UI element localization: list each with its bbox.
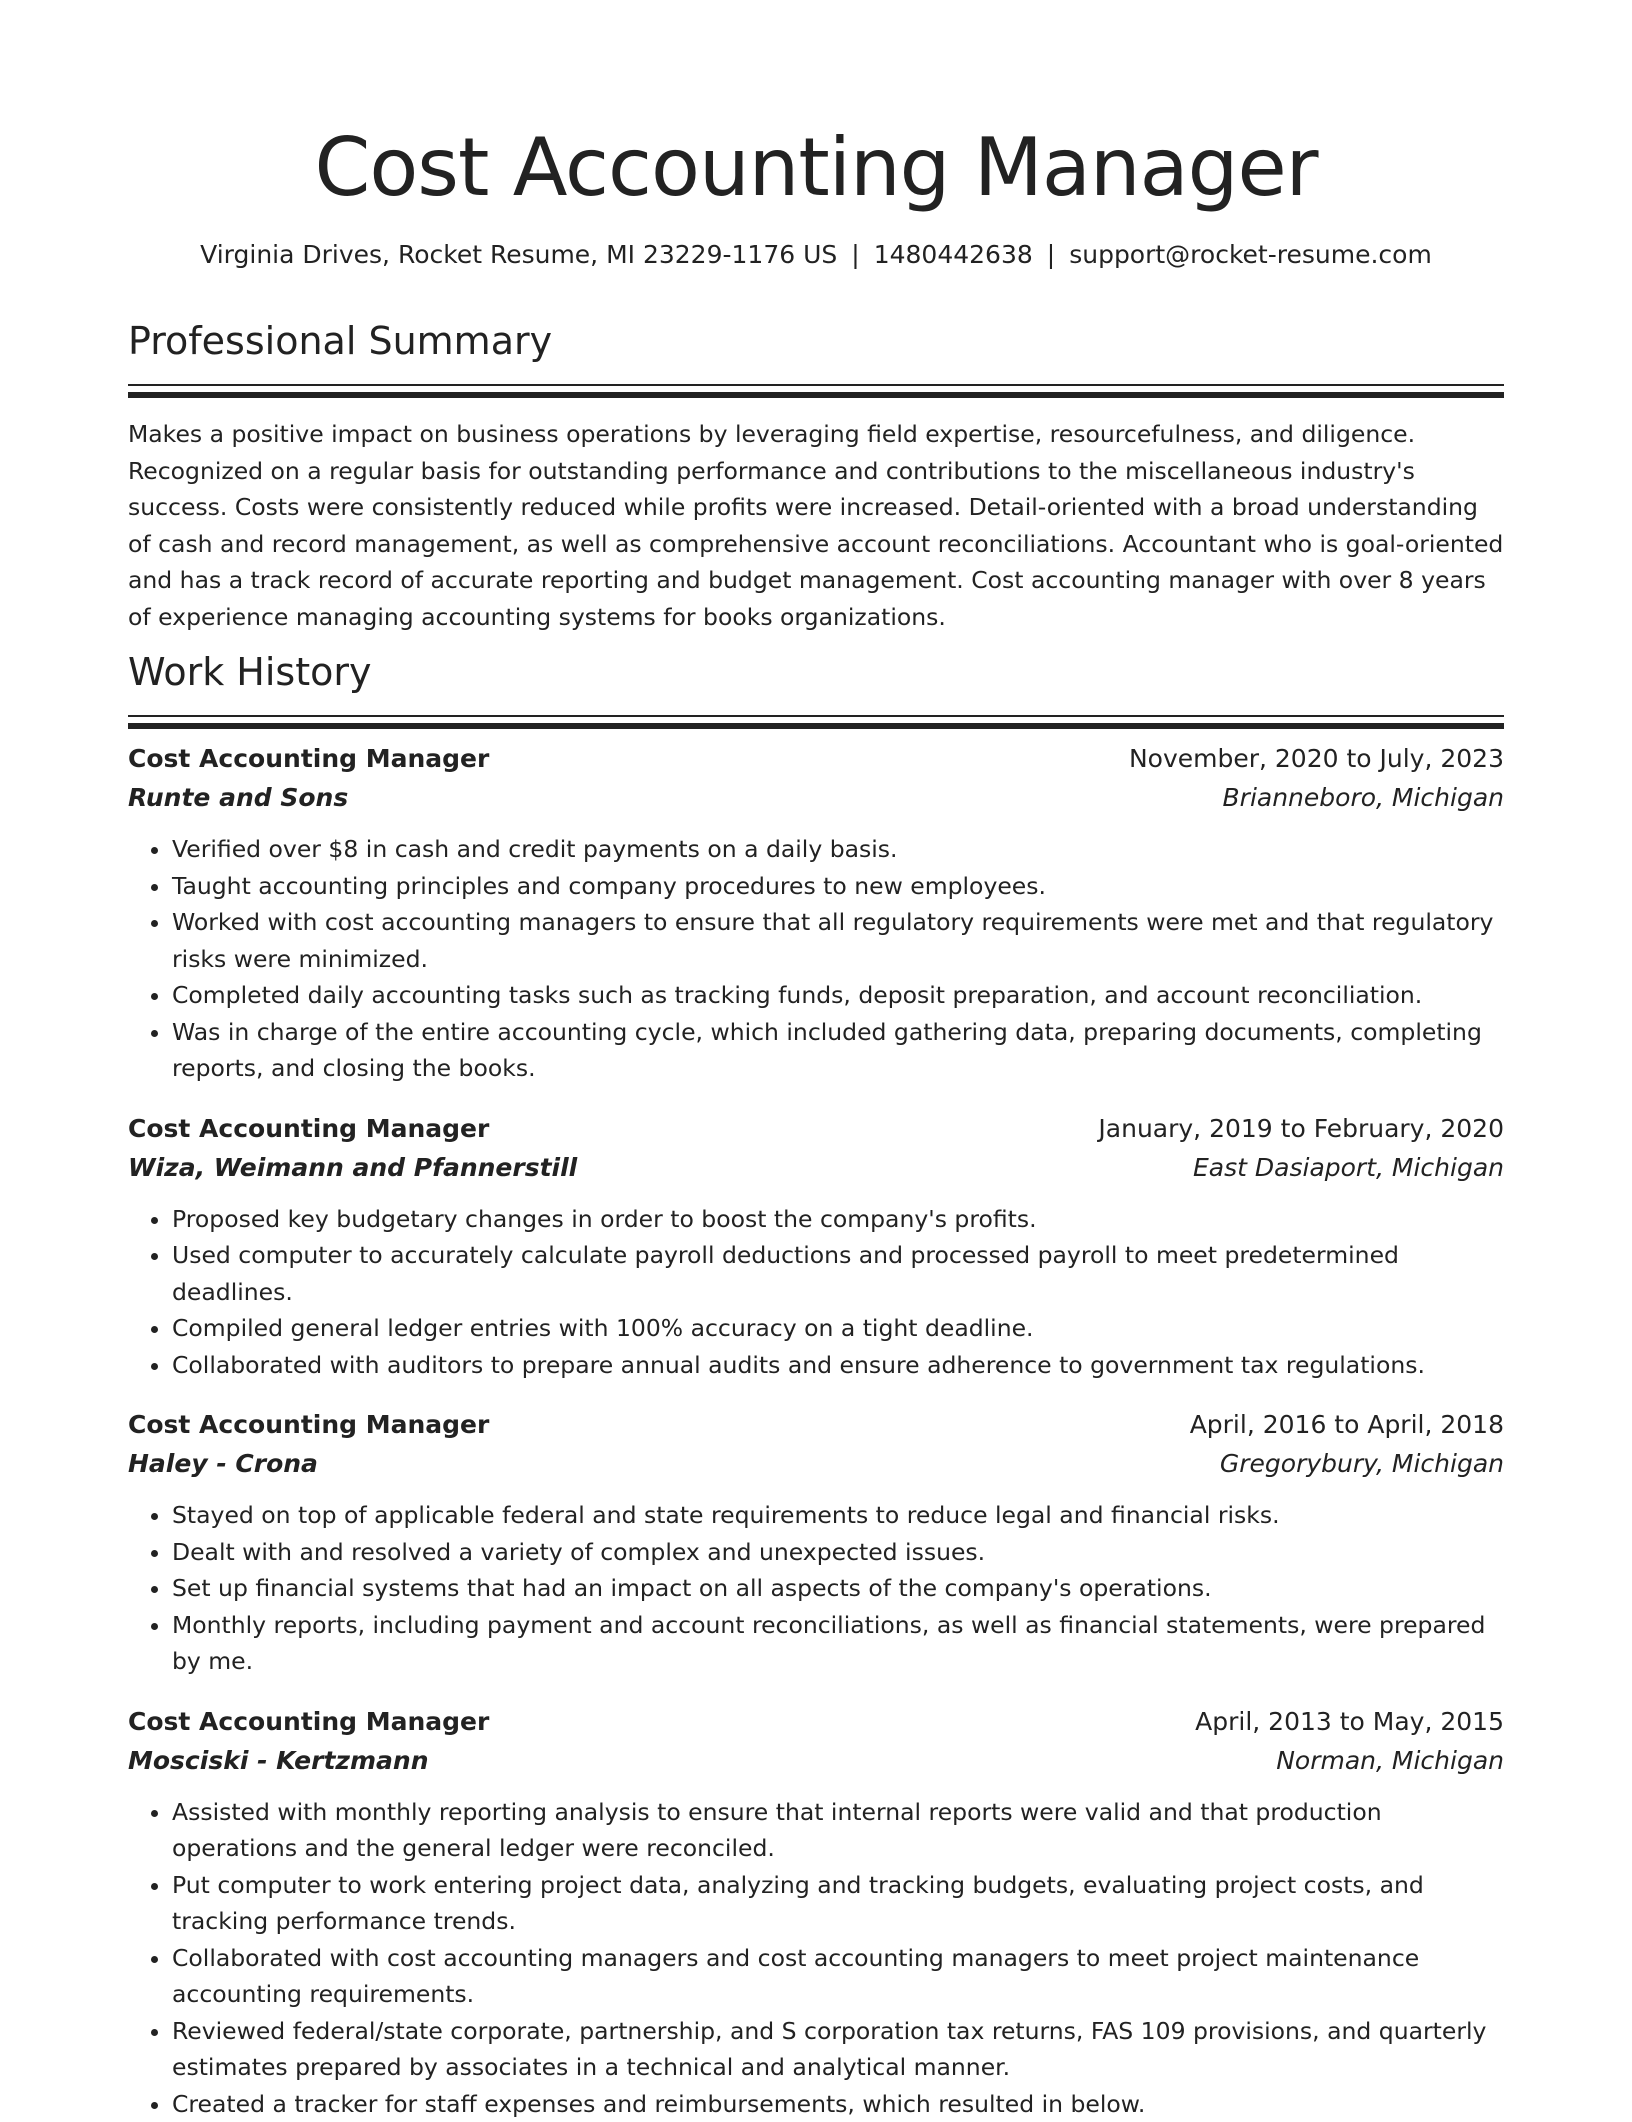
job-bullet: • Collaborated with auditors to prepare annual audits and ensure adherence to government tax regulations.: [172, 1347, 1504, 1384]
summary-text: Makes a positive impact on business operations by leveraging field expertise, resourcefulness, and diligence. Recognized on a regular basis for outstanding performance and contributions to the miscellaneous industry's success. Costs were consistently reduced while profits were increased. Detail-oriented with a broad understanding of cash and record management, as well as comprehensive account reconciliations. Accountant who is goal-oriented and has a track record of accurate reporting and budget management. Cost accounting manager with over 8 years of experience managing accounting systems for books organizations.: [128, 416, 1504, 635]
job-bullet: • Taught accounting principles and company procedures to new employees.: [172, 868, 1504, 905]
job-bullet: • Completed daily accounting tasks such as tracking funds, deposit preparation, and account reconciliation.: [172, 977, 1504, 1014]
job-header-row: [128, 739, 1504, 779]
job-title: Cost Accounting Manager: [128, 1109, 489, 1149]
job-bullets: [128, 831, 1504, 1087]
job-title: Cost Accounting Manager: [128, 1702, 489, 1742]
job-company: Haley - Crona: [128, 1445, 318, 1483]
job-bullet: • Compiled general ledger entries with 100% accuracy on a tight deadline.: [172, 1310, 1504, 1347]
job-bullet: • Collaborated with cost accounting managers and cost accounting managers to meet project maintenance accounting requirements.: [172, 1940, 1504, 2013]
job-location: East Dasiaport, Michigan: [1193, 1149, 1504, 1187]
job-header-row: [128, 1405, 1504, 1445]
job-entry: [128, 1109, 1504, 1384]
job-bullet: • Put computer to work entering project data, analyzing and tracking budgets, evaluating project costs, and tracking performance trends.: [172, 1867, 1504, 1940]
job-location: Brianneboro, Michigan: [1223, 779, 1504, 817]
job-bullet: • Was in charge of the entire accounting cycle, which included gathering data, preparing documents, completing reports, and closing the books.: [172, 1014, 1504, 1087]
job-bullet: • Worked with cost accounting managers to ensure that all regulatory requirements were met and that regulatory risks were minimized.: [172, 904, 1504, 977]
job-subheader-row: [128, 1445, 1504, 1483]
work-history-heading: Work History: [128, 649, 1504, 695]
job-bullet: • Dealt with and resolved a variety of complex and unexpected issues.: [172, 1534, 1504, 1571]
job-entry: [128, 1702, 1504, 2122]
job-subheader-row: [128, 1149, 1504, 1187]
job-entry: [128, 1405, 1504, 1680]
job-header-row: [128, 1702, 1504, 1742]
job-subheader-row: [128, 779, 1504, 817]
job-bullet: • Verified over $8 in cash and credit payments on a daily basis.: [172, 831, 1504, 868]
job-subheader-row: [128, 1742, 1504, 1780]
job-dates: November, 2020 to July, 2023: [1129, 739, 1504, 779]
job-location: Norman, Michigan: [1276, 1742, 1504, 1780]
contact-separator: |: [837, 240, 873, 269]
job-bullets: [128, 1497, 1504, 1680]
job-company: Runte and Sons: [128, 779, 348, 817]
contact-email: support@rocket-resume.com: [1069, 240, 1432, 269]
resume-name: Cost Accounting Manager: [128, 118, 1504, 218]
job-bullet: • Stayed on top of applicable federal and state requirements to reduce legal and financial risks.: [172, 1497, 1504, 1534]
work-history-list: [128, 739, 1504, 2122]
job-bullet: • Set up financial systems that had an impact on all aspects of the company's operations.: [172, 1570, 1504, 1607]
contact-address: Virginia Drives, Rocket Resume, MI 23229-1176 US: [200, 240, 837, 269]
job-bullets: [128, 1794, 1504, 2122]
job-bullet: • Reviewed federal/state corporate, partnership, and S corporation tax returns, FAS 109 provisions, and quarterly estimates prepared by associates in a technical and analytical manner.: [172, 2013, 1504, 2086]
job-bullet: • Created a tracker for staff expenses and reimbursements, which resulted in below.: [172, 2086, 1504, 2122]
job-header-row: [128, 1109, 1504, 1149]
job-title: Cost Accounting Manager: [128, 739, 489, 779]
resume-page: [128, 0, 1504, 2122]
job-location: Gregorybury, Michigan: [1220, 1445, 1504, 1483]
summary-heading: Professional Summary: [128, 318, 1504, 364]
contact-line: [128, 238, 1504, 272]
job-company: Mosciski - Kertzmann: [128, 1742, 429, 1780]
job-bullet: • Used computer to accurately calculate payroll deductions and processed payroll to meet predetermined deadlines.: [172, 1237, 1504, 1310]
section-divider: [128, 384, 1504, 386]
section-divider: [128, 715, 1504, 717]
job-dates: April, 2016 to April, 2018: [1190, 1405, 1504, 1445]
job-company: Wiza, Weimann and Pfannerstill: [128, 1149, 577, 1187]
contact-phone: 1480442638: [874, 240, 1033, 269]
job-entry: [128, 739, 1504, 1087]
job-bullet: • Assisted with monthly reporting analysis to ensure that internal reports were valid and that production operations and the general ledger were reconciled.: [172, 1794, 1504, 1867]
contact-separator: |: [1033, 240, 1069, 269]
job-dates: April, 2013 to May, 2015: [1195, 1702, 1504, 1742]
job-title: Cost Accounting Manager: [128, 1405, 489, 1445]
job-bullet: • Proposed key budgetary changes in order to boost the company's profits.: [172, 1201, 1504, 1238]
job-bullets: [128, 1201, 1504, 1384]
job-dates: January, 2019 to February, 2020: [1098, 1109, 1504, 1149]
job-bullet: • Monthly reports, including payment and account reconciliations, as well as financial statements, were prepared by me.: [172, 1607, 1504, 1680]
